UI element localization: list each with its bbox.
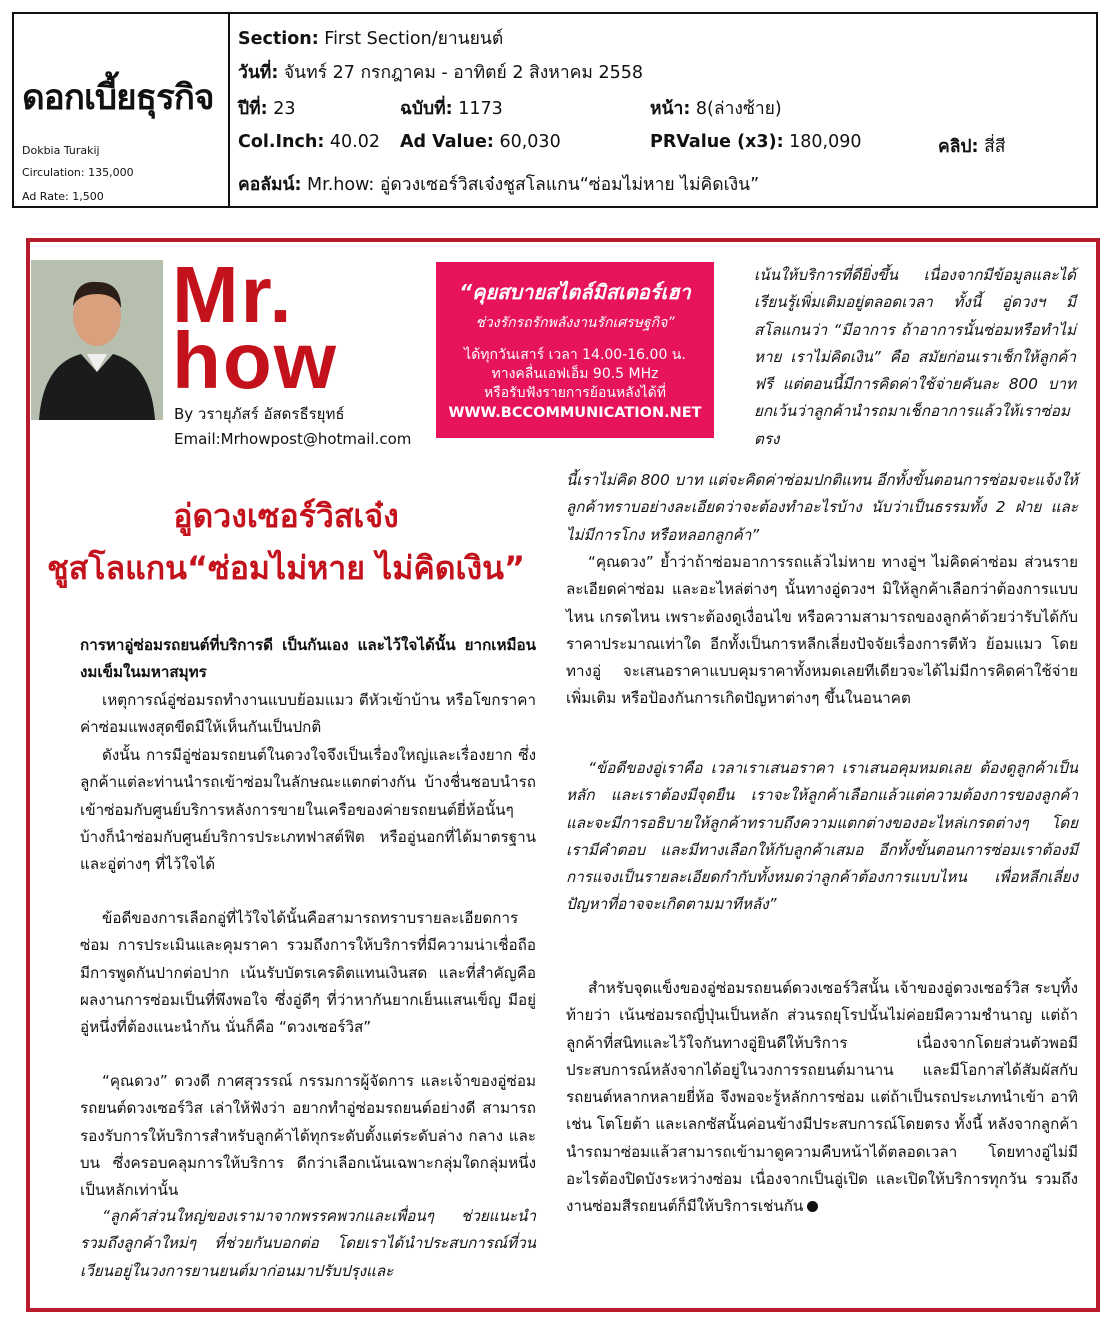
author-email: Email:Mrhowpost@hotmail.com: [174, 430, 412, 448]
clip-details: [238, 14, 1096, 206]
radio-subtitle: ช่วงรักรถรักพลังงานรักเศรษฐกิจ”: [475, 315, 675, 331]
issue-field: ฉบับที่: 1173: [400, 99, 503, 119]
year-field: ปีที่: 23: [238, 99, 296, 119]
end-mark-icon: [807, 1201, 818, 1212]
clip-field: คลิป: สี่สี: [938, 137, 1006, 157]
article-paragraph: “ข้อดีของอู่เราคือ เวลาเราเสนอราคา เราเสนอคุมหมดเลย ต้องดูลูกค้าเป็นหลัก และเราต้องมีจุดยืน เราจะให้ลูกค้าเลือกแล้วแต่ความต้องการของลูกค้า และจะมีการอธิบายให้ลูกค้าทราบถึงความแตกต่างของอะไหล่เกรดต่างๆ โดยเรามีคำตอบ และมีทางเลือกให้กับลูกค้าเสมอ อีกทั้งขั้นตอนการซ่อมเราต้องมีการแจงเป็นรายละเอียดกำกับทั้งหมดว่าลูกค้าต้องการแบบไหน เพื่อหลีกเลี่ยงปัญหาที่อาจจะเกิดตามมาทีหลัง”: [566, 759, 1078, 914]
radio-schedule: ได้ทุกวันเสาร์ เวลา 14.00-16.00 น. ทางคลื่นเอฟเอ็ม 90.5 MHz หรือรับฟังรายการย้อนหลังได้ที่: [464, 347, 686, 401]
radio-title: “คุยสบายสไตล์มิสเตอร์เฮา: [459, 280, 691, 304]
ad-rate: Ad Rate: 1,500: [22, 190, 104, 203]
radio-promo-box: [436, 262, 714, 438]
circulation: Circulation: 135,000: [22, 166, 134, 179]
prvalue-field: PRValue (x3): 180,090: [650, 132, 862, 152]
colinch-field: Col.Inch: 40.02: [238, 132, 380, 152]
article-paragraph: สำหรับจุดแข็งของอู่ซ่อมรถยนต์ดวงเซอร์วิสนั้น เจ้าของอู่ดวงเซอร์วิส ระบุทิ้งท้ายว่า เน้นซ่อมรถญี่ปุ่นเป็นหลัก ส่วนรถยุโรปนั้นไม่ค่อยมีความชำนาญ แต่ถ้าลูกค้าที่สนิทและไว้ใจกันทางอู่ยินดีให้บริการ เนื่องจากโดยส่วนตัวพอมีประสบการณ์หลังจากได้อยู่ในวงการรถยนต์มานาน และมีโอกาสได้สัมผัสกับรถยนต์หลากหลายยี่ห้อ จึงพอจะรู้หลักการซ่อม แต่ถ้าเป็นรถประเภทนำเข้า อาทิเช่น โตโยต้า และเลกซัสนั้นค่อนข้างมีประสบการณ์โดยตรง ทั้งนี้ หลังจากลูกค้านำรถมาซ่อมแล้วสามารถเข้ามาดูความคืบหน้าได้ตลอดเวลา โดยทางอู่ไม่มีอะไรต้องปิดบังระหว่างซ่อม เนื่องจากเป็นอู่เปิด และเปิดให้บริการทุกวัน รวมถึงงานซ่อมสีรถยนต์ก็มีให้บริการเช่นกัน: [566, 979, 1078, 1216]
publication-name: ดอกเบี้ยธุรกิจ: [22, 78, 214, 118]
article-paragraph: ดังนั้น การมีอู่ซ่อมรถยนต์ในดวงใจจึงเป็นเรื่องใหญ่และเรื่องยาก ซึ่งลูกค้าแต่ละท่านนำรถเข้าซ่อมในลักษณะแตกต่างกัน บ้างชื่นชอบนำรถเข้าซ่อมกับศูนย์บริการหลังการขายในเครือของค่ายรถยนต์ยี่ห้อนั้นๆ บ้างก็นำซ่อมกับศูนย์บริการประเภทฟาสต์ฟิต หรืออู่นอกที่ได้มาตรฐาน และอู่ต่างๆ ที่ไว้ใจได้: [80, 746, 536, 874]
byline: By วรายุภัสร์ อัสดรธีรยุทธ์: [174, 405, 345, 423]
person-silhouette-icon: [31, 260, 163, 420]
article-lead: การหาอู่ซ่อมรถยนต์ที่บริการดี เป็นกันเอง และไว้ใจได้นั้น ยากเหมือนงมเข็มในมหาสมุทร: [80, 636, 536, 682]
column-line: คอลัมน์: Mr.how: อู่ดวงเซอร์วิสเจ๋งชูสโลแกน“ซ่อมไม่หาย ไม่คิดเงิน”: [238, 175, 760, 195]
article-paragraph: “คุณดวง” ดวงดี กาศสุวรรณ์ กรรมการผู้จัดการ และเจ้าของอู่ซ่อมรถยนต์ดวงเซอร์วิส เล่าให้ฟังว่า อยากทำอู่ซ่อมรถยนต์อย่างดี สามารถรองรับการให้บริการสำหรับลูกค้าได้ทุกระดับตั้งแต่ระดับล่าง กลาง และบน ซึ่งครอบคลุมการให้บริการ ดีกว่าเลือกเน้นเฉพาะกลุ่มใดกลุ่มหนึ่งเป็นหลักเท่านั้น: [80, 1072, 536, 1200]
article-paragraph: เหตุการณ์อู่ซ่อมรถทำงานแบบย้อมแมว ตีหัวเข้าบ้าน หรือโขกราคาค่าซ่อมแพงสุดขีดมีให้เห็นกันเป็นปกติ: [80, 691, 536, 737]
clipping-header: [12, 12, 1098, 208]
advalue-field: Ad Value: 60,030: [400, 132, 561, 152]
columnist-photo: [31, 260, 163, 420]
article-paragraph: ข้อดีของการเลือกอู่ที่ไว้ใจได้นั้นคือสามารถทราบรายละเอียดการซ่อม การประเมินและคุมราคา รวมถึงการให้บริการที่มีความน่าเชื่อถือ มีการพูดกันปากต่อปาก เน้นรับบัตรเครดิตแทนเงินสด และที่สำคัญคือผลงานการซ่อมเป็นที่พึงพอใจ ซึ่งอู่ดีๆ ที่ว่าหากันยากเย็นแสนเข็ญ มีอยู่อู่หนึ่งที่ต้องแนะนำกัน นั่นก็คือ “ดวงเซอร์วิส”: [80, 909, 536, 1037]
date-line: วันที่: จันทร์ 27 กรกฎาคม - อาทิตย์ 2 สิงหาคม 2558: [238, 63, 643, 83]
page-field: หน้า: 8(ล่างซ้าย): [650, 99, 782, 119]
article-paragraph: นี้เราไม่คิด 800 บาท แต่จะคิดค่าซ่อมปกติแทน อีกทั้งขั้นตอนการซ่อมจะแจ้งให้ลูกค้าทราบอย่างละเอียดว่าจะต้องทำอะไรบ้าง นับว่าเป็นธรรมทั้ง 2 ฝ่าย และไม่มีการโกง หรือหลอกลูกค้า”: [566, 471, 1078, 544]
article-headline: อู่ดวงเซอร์วิสเจ๋ง ชูสโลแกน“ซ่อมไม่หาย ไม่คิดเงิน”: [47, 497, 525, 587]
column-logo: Mr. how: [172, 250, 338, 405]
article-paragraph: “ลูกค้าส่วนใหญ่ของเรามาจากพรรคพวกและเพื่อนๆ ช่วยแนะนำ รวมถึงลูกค้าใหม่ๆ ที่ช่วยกันบอกต่อ โดยเราได้นำประสบการณ์ที่วนเวียนอยู่ในวงการยานยนต์มาก่อนมาปรับปรุงและ: [80, 1207, 536, 1280]
section-line: Section: First Section/ยานยนต์: [238, 29, 504, 49]
publication-panel: [14, 14, 230, 206]
radio-url: WWW.BCCOMMUNICATION.NET: [448, 405, 702, 421]
article-paragraph: เน้นให้บริการที่ดียิ่งขึ้น เนื่องจากมีข้อมูลและได้เรียนรู้เพิ่มเติมอยู่ตลอดเวลา ทั้งนี้ อู่ดวงฯ มีสโลแกนว่า “มีอาการ ถ้าอาการนั้นซ่อมหรือทำไม่หาย เราไม่คิดเงิน” คือ สมัยก่อนเราเช็กให้ลูกค้าฟรี แต่ตอนนี้มีการคิดค่าใช้จ่ายคันละ 800 บาท ยกเว้นว่าลูกค้านำรถมาเช็กอาการแล้วให้เราซ่อมตรง: [754, 266, 1076, 448]
article-paragraph: “คุณดวง” ย้ำว่าถ้าซ่อมอาการรถแล้วไม่หาย ทางอู่ฯ ไม่คิดค่าซ่อม ส่วนรายละเอียดค่าซ่อม และอะไหล่ต่างๆ นั้นทางอู่ดวงฯ มิให้ลูกค้าเลือกว่าต้องการแบบไหน เกรดไหน เพราะต้องดูเงื่อนไข หรือความสามารถของลูกค้าด้วยว่ารับได้กับราคาประมาณเท่าใด อีกทั้งเป็นการหลีกเลี่ยงปัจจัยเรื่องการตีหัว ย้อมแมว โดยทางอู่ จะเสนอราคาแบบคุมราคาทั้งหมดเลยทีเดียวจะได้ไม่มีการคิดค่าใช้จ่ายเพิ่มเติม หรือป้องกันการเกิดปัญหาต่างๆ ขึ้นในอนาคต: [566, 553, 1078, 708]
publication-name-en: Dokbia Turakij: [22, 144, 100, 157]
